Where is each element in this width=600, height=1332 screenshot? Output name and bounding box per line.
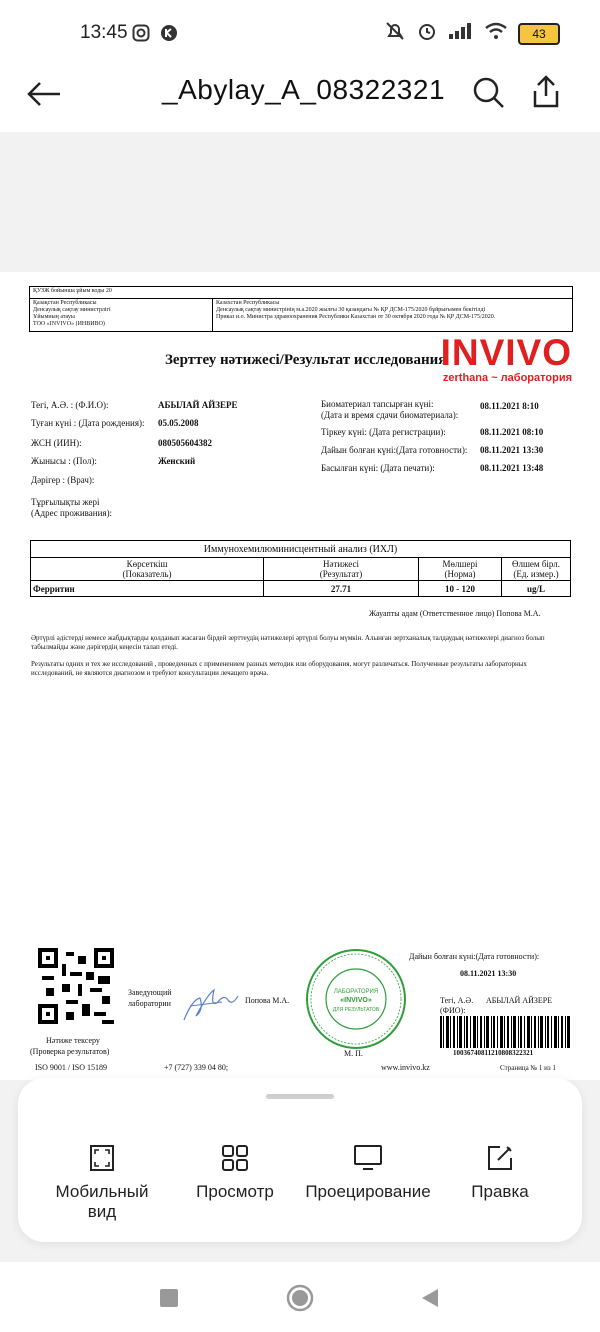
battery-level: 43 [518, 23, 560, 45]
org-line: Ұйымның атауы [33, 314, 75, 320]
registration-date: 08.11.2021 08:10 [480, 427, 544, 437]
org-line: Қазақстан Республикасы [33, 300, 97, 306]
action-label: Правка [471, 1182, 529, 1201]
invivo-logo [412, 334, 572, 384]
column-header: Көрсеткіш (Показатель) [31, 558, 264, 581]
alarm-icon [416, 20, 438, 47]
biomaterial-label: (Дата и время сдачи биоматериала): [321, 410, 459, 420]
share-icon[interactable] [530, 74, 562, 115]
ready-date: 08.11.2021 13:30 [480, 445, 544, 455]
iso-certification: ISO 9001 / ISO 15189 [35, 1063, 108, 1072]
patient-dob: 05.05.2008 [158, 418, 199, 428]
test-norm: 10 - 120 [419, 581, 502, 597]
registration-label: Тіркеу күні: (Дата регистрации): [321, 427, 446, 437]
app-bar [0, 64, 600, 132]
stamp-text: ДЛЯ РЕЗУЛЬТАТОВ [332, 1007, 380, 1013]
search-icon[interactable] [472, 76, 506, 115]
signature [180, 980, 242, 1026]
table-header [31, 558, 571, 581]
head-label: лаборатории [128, 999, 171, 1008]
mute-bell-icon [384, 20, 406, 47]
action-sheet [18, 1078, 582, 1242]
mobile-view-button[interactable] [32, 1144, 172, 1222]
test-name: Ферритин [31, 581, 264, 597]
patient-sex: Женский [158, 456, 196, 466]
recent-apps-square-icon[interactable] [159, 1288, 179, 1313]
head-name: Попова М.А. [245, 996, 290, 1005]
edit-button[interactable] [430, 1144, 570, 1202]
results-table [30, 540, 571, 597]
wifi-icon [484, 22, 508, 45]
order-line: Казахстан Республикасы [216, 300, 280, 306]
org-line: ТОО «INVIVO» (ИНВИВО) [33, 321, 105, 327]
check-label: (Проверка результатов) [30, 1047, 110, 1056]
lab-phone: +7 (727) 339 04 80; [164, 1063, 229, 1072]
footer-fio: АБЫЛАЙ АЙЗЕРЕ [486, 996, 553, 1005]
stamp-text: «INVIVO» [340, 997, 372, 1004]
print-date: 08.11.2021 13:48 [480, 463, 544, 473]
column-header: Нәтижесі (Результат) [264, 558, 419, 581]
note-kazakh: Әртүрлі әдістерді немесе жабдықтарды қолданып жасаған бірдей зерттеудің нәтижелері әртүрлі болуы мүмкін. Алынған зертханалық талдаудың нәтижелері диагноз болып табылмайды және дәрігердің кеңесін талап етеді. [31, 634, 545, 651]
org-line: Денсаулық сақтау министрлігі [33, 307, 111, 313]
dob-label: Туған күні : (Дата рождения): [31, 418, 145, 428]
sheet-handle[interactable] [266, 1094, 334, 1099]
iin-label: ЖСН (ИИН): [31, 438, 82, 448]
system-nav-bar [0, 1262, 600, 1332]
stamp-text: ЛАБОРАТОРИЯ [333, 989, 379, 995]
action-label: вид [87, 1202, 117, 1221]
lab-stamp [305, 948, 407, 1050]
biomaterial-date: 08.11.2021 8:10 [480, 401, 539, 411]
org-info [30, 299, 213, 331]
column-header: Өлшем бірл. (Ед. измер.) [502, 558, 571, 581]
projection-button[interactable] [298, 1144, 438, 1202]
order-line: Приказ и.о. Министра здравоохранения Республики Казахстан от 30 октября 2020 года № ҚР ДСМ-175/2020. [216, 314, 496, 320]
status-time: 13:45 [80, 22, 128, 43]
patient-iin: 080505604382 [158, 438, 212, 448]
footer-fio-label: (ФИО): [440, 1006, 466, 1015]
analysis-caption: Иммунохемилюминисцентный анализ (ИХЛ) [31, 541, 571, 558]
logo-sub: zerthana ~ лаборатория [442, 372, 572, 384]
footer-ready-label: Дайын болған күні:(Дата готовности): [409, 952, 540, 961]
grid-icon [221, 1144, 249, 1172]
document-header-table [29, 286, 573, 332]
result-title: Зерттеу нәтижесі/Результат исследования [165, 352, 447, 368]
app-notification-icon [160, 24, 178, 47]
lab-website: www.invivo.kz [381, 1063, 430, 1072]
test-unit: ug/L [502, 581, 571, 597]
back-arrow-icon[interactable] [26, 78, 62, 115]
back-triangle-icon[interactable] [420, 1288, 440, 1313]
document-title: _Abylay_A_08322321 [162, 74, 446, 105]
patient-name: АБЫЛАЙ АЙЗЕРЕ [158, 400, 238, 410]
footer-ready-date: 08.11.2021 13:30 [460, 969, 517, 978]
ready-label: Дайын болған күні:(Дата готовности): [321, 445, 468, 455]
test-result: 27.71 [264, 581, 419, 597]
biomaterial-label: Биоматериал тапсырған күні: [321, 399, 434, 409]
action-label: Мобильный [55, 1182, 149, 1201]
preview-button[interactable] [165, 1144, 305, 1202]
fullscreen-icon [89, 1144, 115, 1172]
address-label: Тұрғылықты жері [31, 497, 100, 507]
org-code: ҚУЗЖ бойынша ұйым коды 20 [30, 287, 572, 299]
status-icons [384, 20, 560, 47]
instagram-icon [132, 24, 150, 47]
doctor-label: Дәрігер : (Врач): [31, 475, 95, 485]
check-label: Нәтиже тексеру [46, 1036, 100, 1045]
note-russian: Результаты одних и тех же исследований , проведенных с применением разных методик или оборудования, могут различаться. Полученные результаты лабораторных исследований, не являются диагнозом и требуют консультации лечащего врача. [31, 660, 527, 677]
order-info [213, 299, 572, 331]
order-line: Денсаулық сақтау министрінің м.а.2020 жылғы 30 қазандағы № ҚР ДСМ-175/2020 бұйрығымен бекітілді [216, 307, 486, 313]
stamp-mark: М. П. [344, 1049, 363, 1058]
responsible-person: Жауапты адам (Ответственное лицо) Попова М.А. [369, 609, 541, 618]
logo-main: INVIVO [440, 332, 572, 373]
print-label: Басылған күні: (Дата печати): [321, 463, 435, 473]
page-number: Страница № 1 из 1 [500, 1064, 556, 1072]
table-row [31, 581, 571, 597]
name-label: Тегі, А.Ә. : (Ф.И.О): [31, 400, 109, 410]
monitor-icon [353, 1144, 383, 1172]
qr-code [38, 948, 114, 1024]
action-label: Проецирование [305, 1182, 431, 1201]
sex-label: Жынысы : (Пол): [31, 456, 97, 466]
footer-fio-label: Тегі, А.Ә. [440, 996, 474, 1005]
signal-icon [448, 22, 474, 45]
action-label: Просмотр [196, 1182, 274, 1201]
edit-icon [486, 1144, 514, 1172]
home-circle-icon[interactable] [286, 1284, 314, 1317]
address-label: (Адрес проживания): [31, 508, 113, 518]
column-header: Мөлшері (Норма) [419, 558, 502, 581]
head-label: Заведующий [128, 988, 172, 997]
document-page [0, 272, 600, 1080]
barcode-number: 10036740811210808322321 [453, 1049, 534, 1057]
status-bar [0, 0, 600, 64]
barcode [440, 1016, 570, 1048]
